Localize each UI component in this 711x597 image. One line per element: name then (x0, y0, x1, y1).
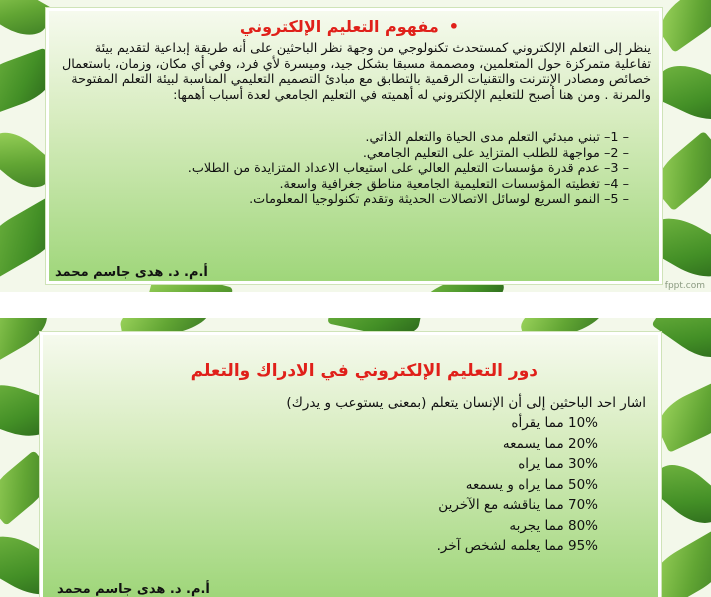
list-item: 80% مما يجربه (509, 517, 598, 534)
list-item: – 4– تغطيته المؤسسات التعليمية الجامعية مناطق جغرافية واسعة. (279, 176, 629, 192)
list-item: – 5– النمو السريع لوسائل الاتصالات الحديثة وتقدم تكنولوجيا المعلومات. (249, 192, 629, 207)
content-panel (46, 8, 662, 284)
list-item: 10% مما يقرأه (511, 415, 598, 431)
list-item: 70% مما يناقشه مع الآخرين (438, 497, 598, 513)
list-item: – 1– تبني مبدئي التعلم مدى الحياة والتعلم الذاتي. (365, 130, 629, 145)
slide-1 (0, 0, 711, 292)
percentages-list (437, 413, 598, 557)
author-name: أ.م. د. هدى جاسم محمد (57, 582, 210, 597)
slide-title: دور التعليم الإلكتروني في الادراك والتعلم (190, 361, 538, 381)
intro-line: اشار احد الباحثين إلى أن الإنسان يتعلم (بمعنى يستوعب و يدرك) (286, 395, 646, 411)
list-item: 20% مما يسمعه (502, 435, 598, 452)
content-panel (40, 332, 661, 597)
list-item: – 2– مواجهة للطلب المتزايد على التعليم الجامعي. (362, 145, 629, 161)
watermark: fppt.com (664, 281, 705, 291)
list-item: – 3– عدم قدرة مؤسسات التعليم العالي على استيعاب الاعداد المتزايدة من الطلاب. (187, 161, 629, 176)
author-name: أ.م. د. هدى جاسم محمد (55, 265, 208, 280)
list-item: 95% مما يعلمه لشخص آخر. (436, 538, 598, 554)
intro-paragraph: ينظر إلى التعلم الإلكتروني كمستحدث تكنولوجي من وجهة نظر الباحثين على أنه طريقة إبداعية لتقديم بيئة تفاعلية متمركزة حول المتعلمين، ومصممة مسبقا بشكل جيد، وميسرة لأي فرد، وفي أي مكان، وزمان، باستعمال خصائص ومصادر الإنترنت والتقنيات الرقمية بالتطابق مع مبادئ التصميم التعليمي المناسبة لبيئة التعلم المفتوحة والمرنة . ومن هنا أصبح للتعليم الإلكتروني له أهميته في التعليم الجامعي لعدة أسباب أهمها: (61, 41, 651, 103)
list-item: 50% مما يراه و يسمعه (465, 476, 598, 493)
list-item: 30% مما يراه (518, 456, 598, 472)
reasons-list (63, 130, 629, 208)
slide-2 (0, 318, 711, 597)
slide-title: •مفهوم التعليم الإلكتروني (239, 17, 459, 36)
